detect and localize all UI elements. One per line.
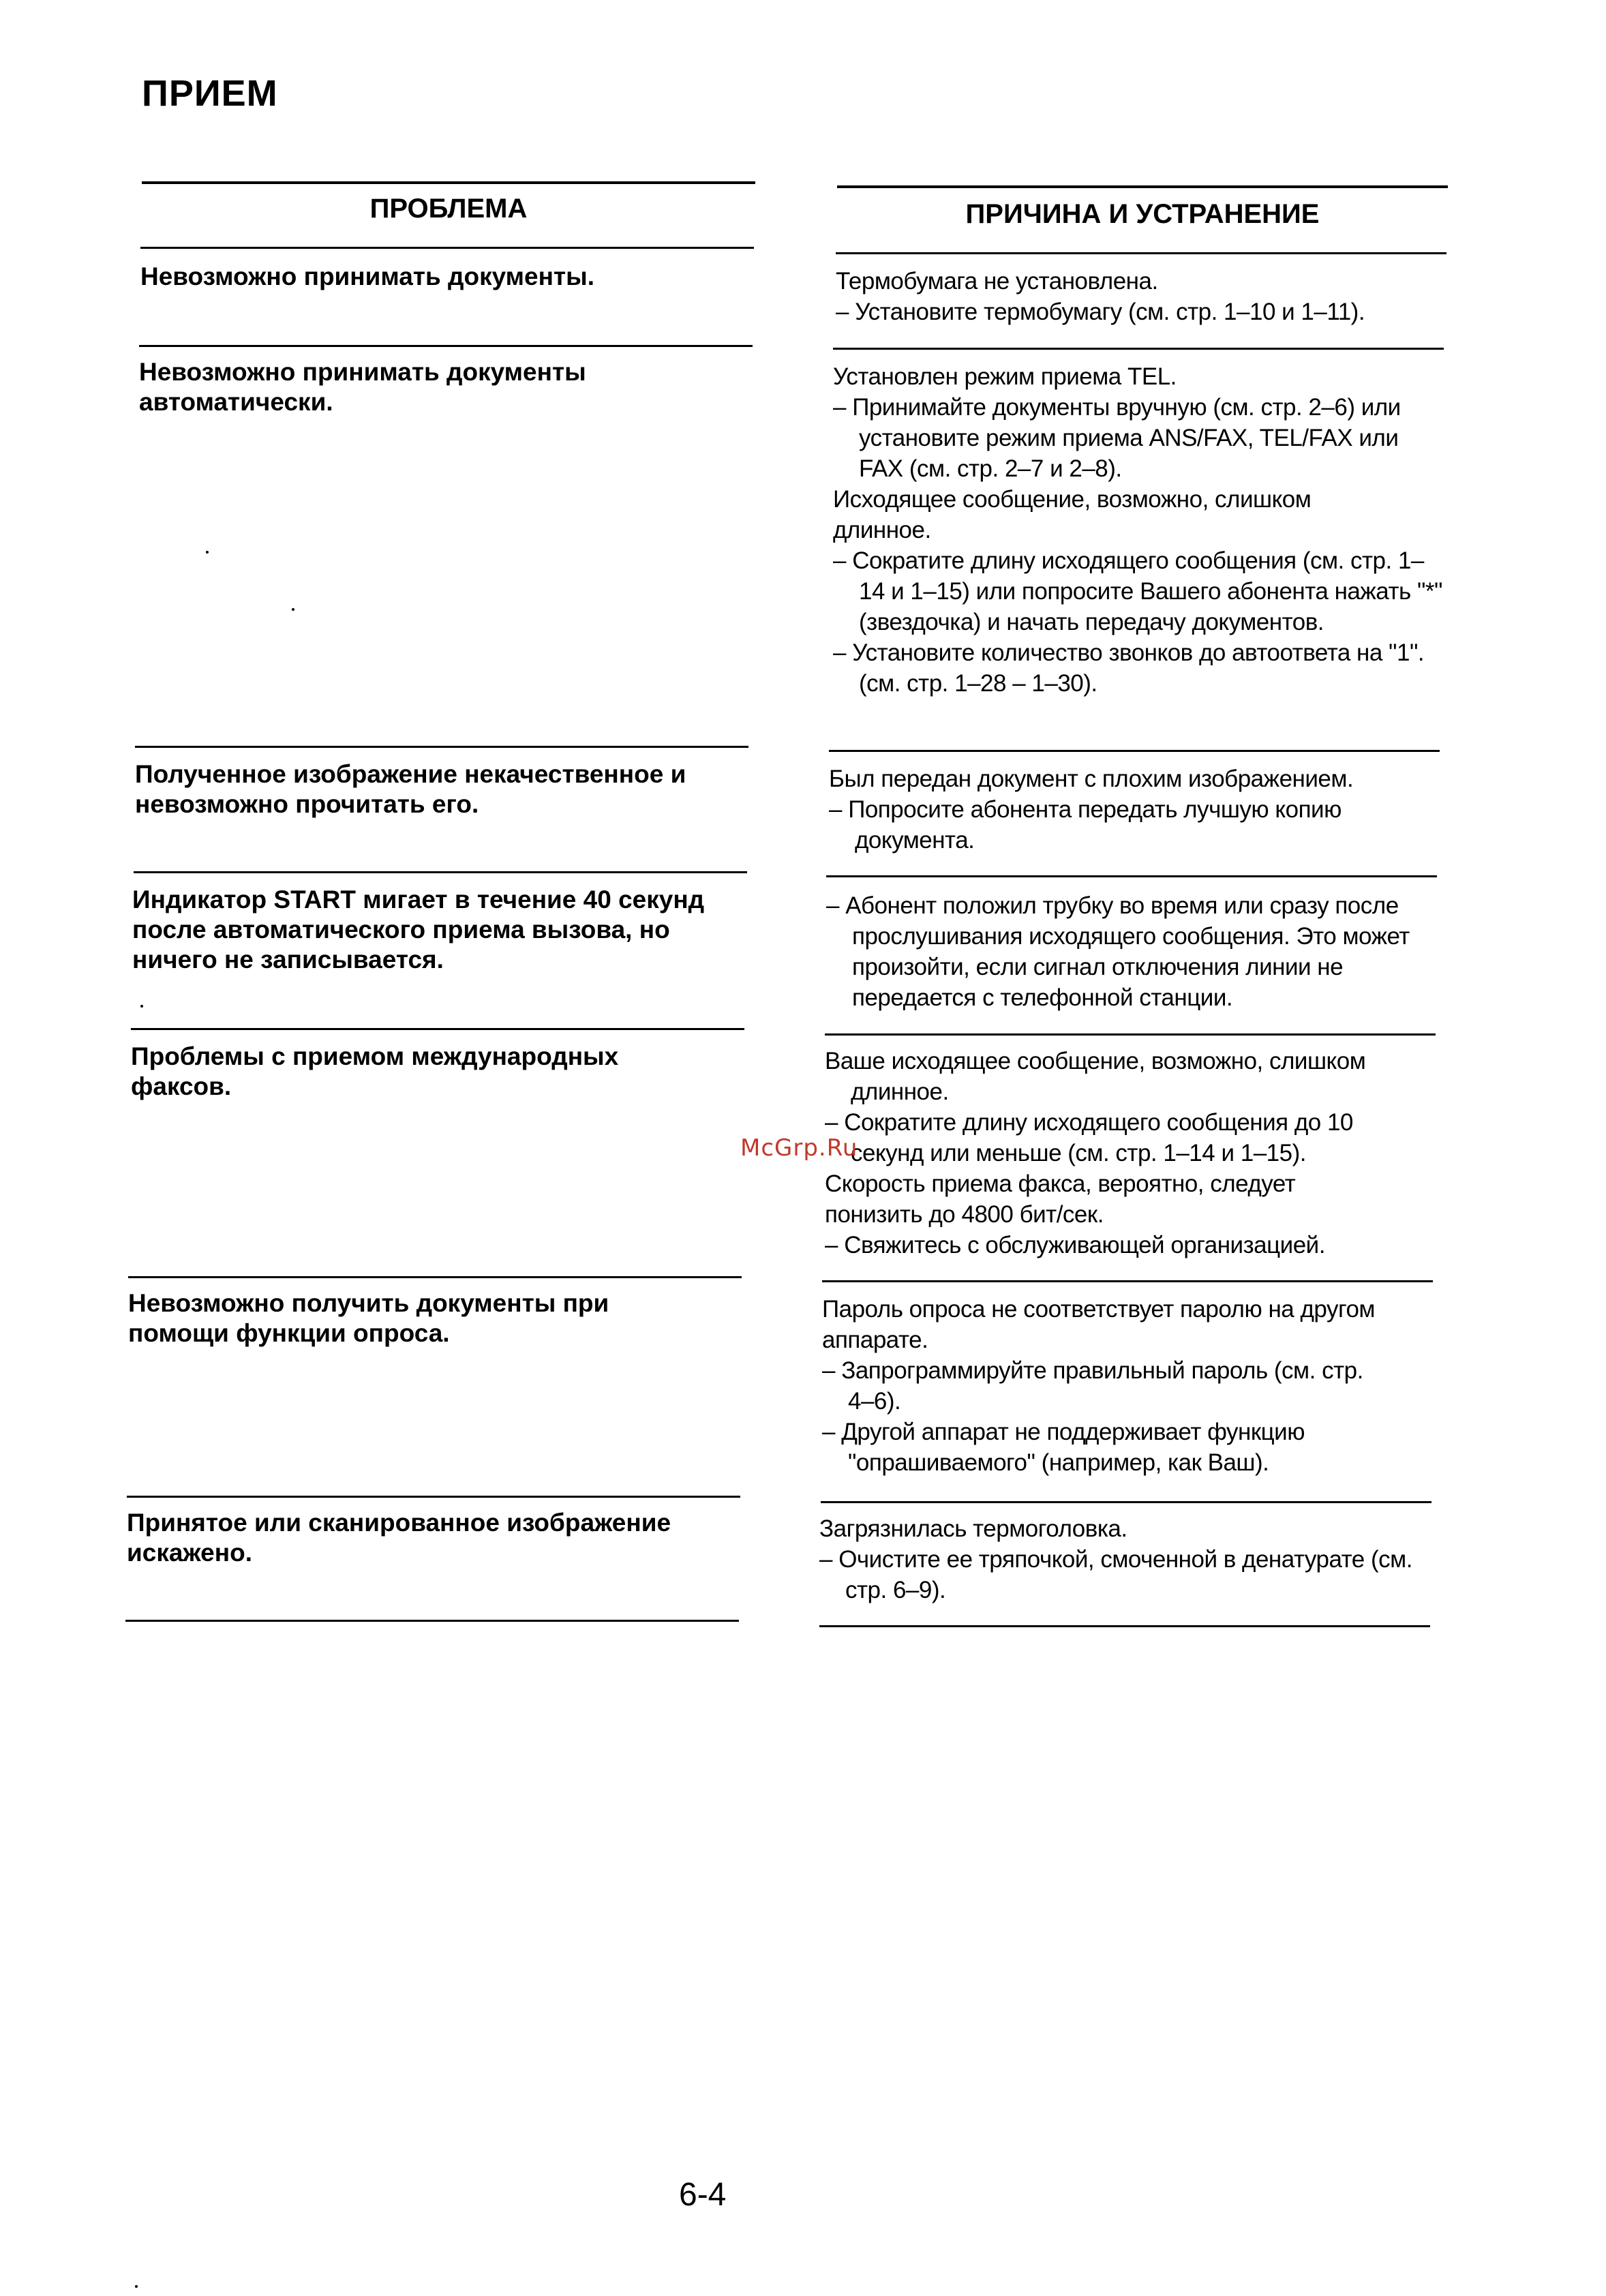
cause-3 (829, 764, 1429, 856)
watermark: McGrp.Ru (740, 1134, 858, 1162)
column-header-cause: ПРИЧИНА И УСТРАНЕНИЕ (965, 199, 1320, 229)
problem-2: Невозможно принимать документы автоматически. (139, 358, 586, 416)
cause-2-line-3: Исходящее сообщение, возможно, слишком длинное. (833, 486, 1312, 543)
cause-1 (836, 266, 1449, 327)
column-header-problem: ПРОБЛЕМА (369, 194, 528, 224)
cause-6-line-3: – Другой аппарат не поддерживает функцию "опрашиваемого" (например, как Ваш). (822, 1419, 1305, 1476)
cause-7-line-2: – Очистите ее тряпочкой, смоченной в денатурате (см. стр. 6–9). (819, 1546, 1412, 1603)
rule-head-left (140, 247, 754, 249)
cause-5 (825, 1046, 1425, 1260)
cause-5-line-4: – Свяжитесь с обслуживающей организацией. (825, 1232, 1325, 1258)
problem-4: Индикатор START мигает в течение 40 секунд после автоматического приема вызова, но ничего не записывается. (132, 886, 705, 973)
problem-3: Полученное изображение некачественное и невозможно прочитать его. (135, 760, 686, 818)
page-title: ПРИЕМ (142, 73, 278, 114)
rule-row-6-right (821, 1501, 1431, 1503)
cause-3-line-2: – Попросите абонента передать лучшую копию документа. (829, 796, 1342, 854)
scan-speck (140, 1005, 143, 1008)
cause-2 (833, 361, 1446, 699)
cause-7-line-1: Загрязнилась термоголовка. (819, 1515, 1127, 1542)
cause-2-line-2: – Принимайте документы вручную (см. стр. 2–6) или установите режим приема ANS/FAX, TEL/FAX или FAX (см. стр. 2–7 и 2–8). (833, 394, 1401, 482)
rule-row-1-left (139, 345, 753, 347)
rule-top-right (837, 185, 1448, 188)
cause-1-line-1: Термобумага не установлена. (836, 268, 1158, 294)
cause-2-line-4: – Сократите длину исходящего сообщения (см. стр. 1–14 и 1–15) или попросите Вашего абонента нажать "*" (звездочка) и начать передачу документов. (833, 547, 1442, 635)
rule-row-4-left (131, 1028, 744, 1030)
problem-7: Принятое или сканированное изображение искажено. (127, 1509, 671, 1567)
cause-5-line-1: Ваше исходящее сообщение, возможно, слишком длинное. (825, 1048, 1366, 1105)
problem-1: Невозможно принимать документы. (140, 262, 594, 290)
rule-bottom-right (819, 1625, 1430, 1627)
problem-6: Невозможно получить документы при помощи функции опроса. (128, 1289, 609, 1347)
cause-4 (826, 890, 1426, 1013)
rule-row-3-right (826, 875, 1437, 877)
rule-row-3-left (134, 871, 747, 873)
cause-4-line-1: – Абонент положил трубку во время или сразу после прослушивания исходящего сообщения. Это может произойти, если сигнал отключения линии не передается с телефонной станции. (826, 892, 1410, 1011)
cause-7 (819, 1513, 1433, 1605)
rule-top-left (142, 181, 755, 184)
cause-3-line-1: Был передан документ с плохим изображением. (829, 766, 1354, 792)
rule-bottom-left (125, 1620, 739, 1622)
cause-6-line-2: – Запрограммируйте правильный пароль (см. стр. 4–6). (822, 1357, 1363, 1415)
cause-2-line-1: Установлен режим приема TEL. (833, 363, 1177, 390)
cause-1-line-2: – Установите термобумагу (см. стр. 1–10 и 1–11). (836, 299, 1365, 325)
rule-row-4-right (825, 1033, 1436, 1036)
cause-2-line-5: – Установите количество звонков до автоответа на "1". (см. стр. 1–28 – 1–30). (833, 639, 1425, 697)
rule-row-2-left (135, 746, 748, 748)
rule-row-2-right (829, 750, 1440, 752)
rule-row-5-right (822, 1280, 1433, 1282)
cause-6-line-1: Пароль опроса не соответствует паролю на другом аппарате. (822, 1296, 1375, 1353)
problem-5: Проблемы с приемом международных факсов. (131, 1042, 619, 1100)
cause-6 (822, 1294, 1436, 1478)
cause-5-line-3: Скорость приема факса, вероятно, следует понизить до 4800 бит/сек. (825, 1170, 1296, 1228)
rule-head-right (836, 252, 1446, 254)
cause-5-line-2: – Сократите длину исходящего сообщения до 10 секунд или меньше (см. стр. 1–14 и 1–15). (825, 1109, 1353, 1166)
rule-row-1-right (833, 348, 1444, 350)
scan-speck (292, 608, 294, 611)
page-number: 6-4 (679, 2177, 727, 2213)
scan-speck (206, 551, 209, 554)
rule-row-5-left (128, 1276, 742, 1278)
rule-row-6-left (127, 1496, 740, 1498)
scan-speck (135, 2285, 138, 2288)
